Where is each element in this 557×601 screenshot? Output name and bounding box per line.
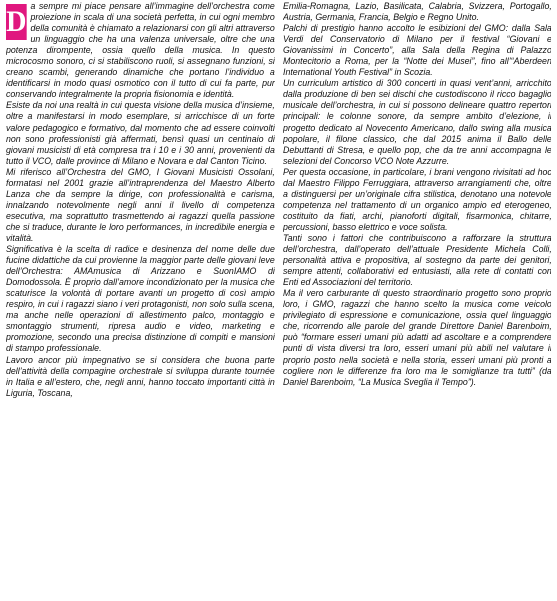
left-column-text: [6, 0, 275, 398]
left-column: [6, 0, 275, 601]
drop-cap: D: [6, 5, 27, 38]
paragraph: Per questa occasione, in particolare, i brani vengono rivisitati ad hoc dal Maestro Filippo Ferruggiara, attraverso arrangiamenti che, oltre a distinguersi per un’originale cifra stilistica, denotano una notevole competenza nel trattamento di un organico ampio ed eterogeneo, costituito da fiati, archi, pianoforti digitali, fisarmonica, chitarre, percussioni, basso elettrico e voce solista.: [282, 165, 551, 232]
paragraph: Lavoro ancor più impegnativo se si considera che buona parte dell’attività della compagine orchestrale si sviluppa durante tournée in Italia e all’estero, che, negli anni, hanno toccato importanti città in Liguria, Toscana,: [6, 353, 275, 398]
paragraph: Esiste da noi una realtà in cui questa visione della musica d’insieme, oltre a manifestarsi in modo esemplare, si arricchisce di un forte valore pedagogico e formativo, dal momento che ad essere coinvolti non sono professionisti già affermati, bensì quasi un centinaio di giovani musicisti di età compresa tra i 10 e i 30 anni, provenienti da tutto il VCO, dalle province di Milano e Novara e dal Canton Ticino.: [6, 99, 275, 166]
paragraph: Mi riferisco all’Orchestra del GMO, I Giovani Musicisti Ossolani, formatasi nel 2001 grazie all’intraprendenza del Maestro Alberto Lanza che da sempre la dirige, con professionalità e carisma, innalzando notevolmente negli anni il livello di competenza esecutiva, ma soprattutto trasmettendo ai ragazzi quella passione che si traduce, durante le loro performances, in incredibile energia e vitalità.: [6, 165, 275, 243]
paragraph: Un curriculum artistico di 300 concerti in quasi vent’anni, arricchito dalla produzione di ben sei dischi che custodiscono il ricco bagaglio musicale dell’orchestra, in cui si possono delineare quattro repertori principali: le colonne sonore, da sempre ambito d’elezione, il progetto dedicato al Novecento Americano, dallo swing alla musica popolare, il filone classico, che dal 2015 anima il Ballo delle Debuttanti di Stresa, e quello pop, che da tre anni accompagna le selezioni del Concorso VCO Note Azzurre.: [282, 77, 551, 166]
paragraph: Palchi di prestigio hanno accolto le esibizioni del GMO: dalla Sala Verdi del Conservatorio di Milano per il festival “Giovani e Giovanissimi in Concerto”, alla Sala della Regina di Palazzo Montecitorio a Roma, per la “Notte dei Musei”, fino all’“Aberdeen International Youth Festival” in Scozia.: [282, 22, 551, 78]
right-column: [283, 0, 552, 601]
paragraph: Emilia-Romagna, Lazio, Basilicata, Calabria, Svizzera, Portogallo, Austria, Germania, Francia, Belgio e Regno Unito.: [282, 0, 551, 23]
paragraph: a sempre mi piace pensare all’immagine dell’orchestra come proiezione in scala di una società perfetta, in cui ogni membro della comunità è chiamato a relazionarsi con gli altri attraverso un linguaggio che ha una valenza universale, oltre che una potenza dirompente, ossia quello della musica. In questo microcosmo sonoro, ci si stabiliscono ruoli, si assegnano funzioni, si creano scambi, generando dinamiche che portano l’individuo a identificarsi in modo quasi osmotico con il tutto di cui fa parte, pur conservando integralmente la propria fisionomia e identità.: [6, 0, 275, 100]
paragraph: Tanti sono i fattori che contribuiscono a rafforzare la struttura dell’orchestra, dall’operato dell’attuale Presidente Michela Colli, personalità attiva e propositiva, al sostegno da parte dei genitori, sempre attenti, collaborativi ed entusiasti, alla rete di contatti con Enti ed Associazioni del territorio.: [282, 231, 551, 288]
right-column-text: [283, 0, 552, 387]
paragraph: Ma il vero carburante di questo straordinario progetto sono proprio loro, i GMO, ragazzi che hanno scelto la musica come veicolo privilegiato di espressione e comunicazione, ossia quel linguaggio che, ricorrendo alle parole del grande Direttore Daniel Barenboim, può “formare esseri umani più adatti ad ascoltare e a comprendere punti di vista diversi tra loro, esseri umani più abili nel valutare il proprio posto nella società e nella storia, esseri umani più pronti a cogliere non le differenze fra loro ma le somiglianze tra tutti” (da Daniel Barenboim, “La Musica Sveglia il Tempo”).: [282, 287, 551, 387]
paragraph: Significativa è la scelta di radice e desinenza del nome delle due fucine didattiche da cui provienne la maggior parte delle giovani leve dell’Orchestra: AMAmusica di Arizzano e SuonIAMO di Domodossola. È proprio dall’amore incondizionato per la musica che scaturisce la volontà di portare avanti un progetto di così ampio respiro, in cui i ragazzi siano i veri protagonisti, non solo sulla scena, ma anche nelle operazioni di allestimento palco, montaggio e smontaggio strumenti, ripresa audio e video, marketing e promozione, secondo una precisa distinzione di compiti e mansioni di stampo professionale.: [6, 243, 275, 354]
